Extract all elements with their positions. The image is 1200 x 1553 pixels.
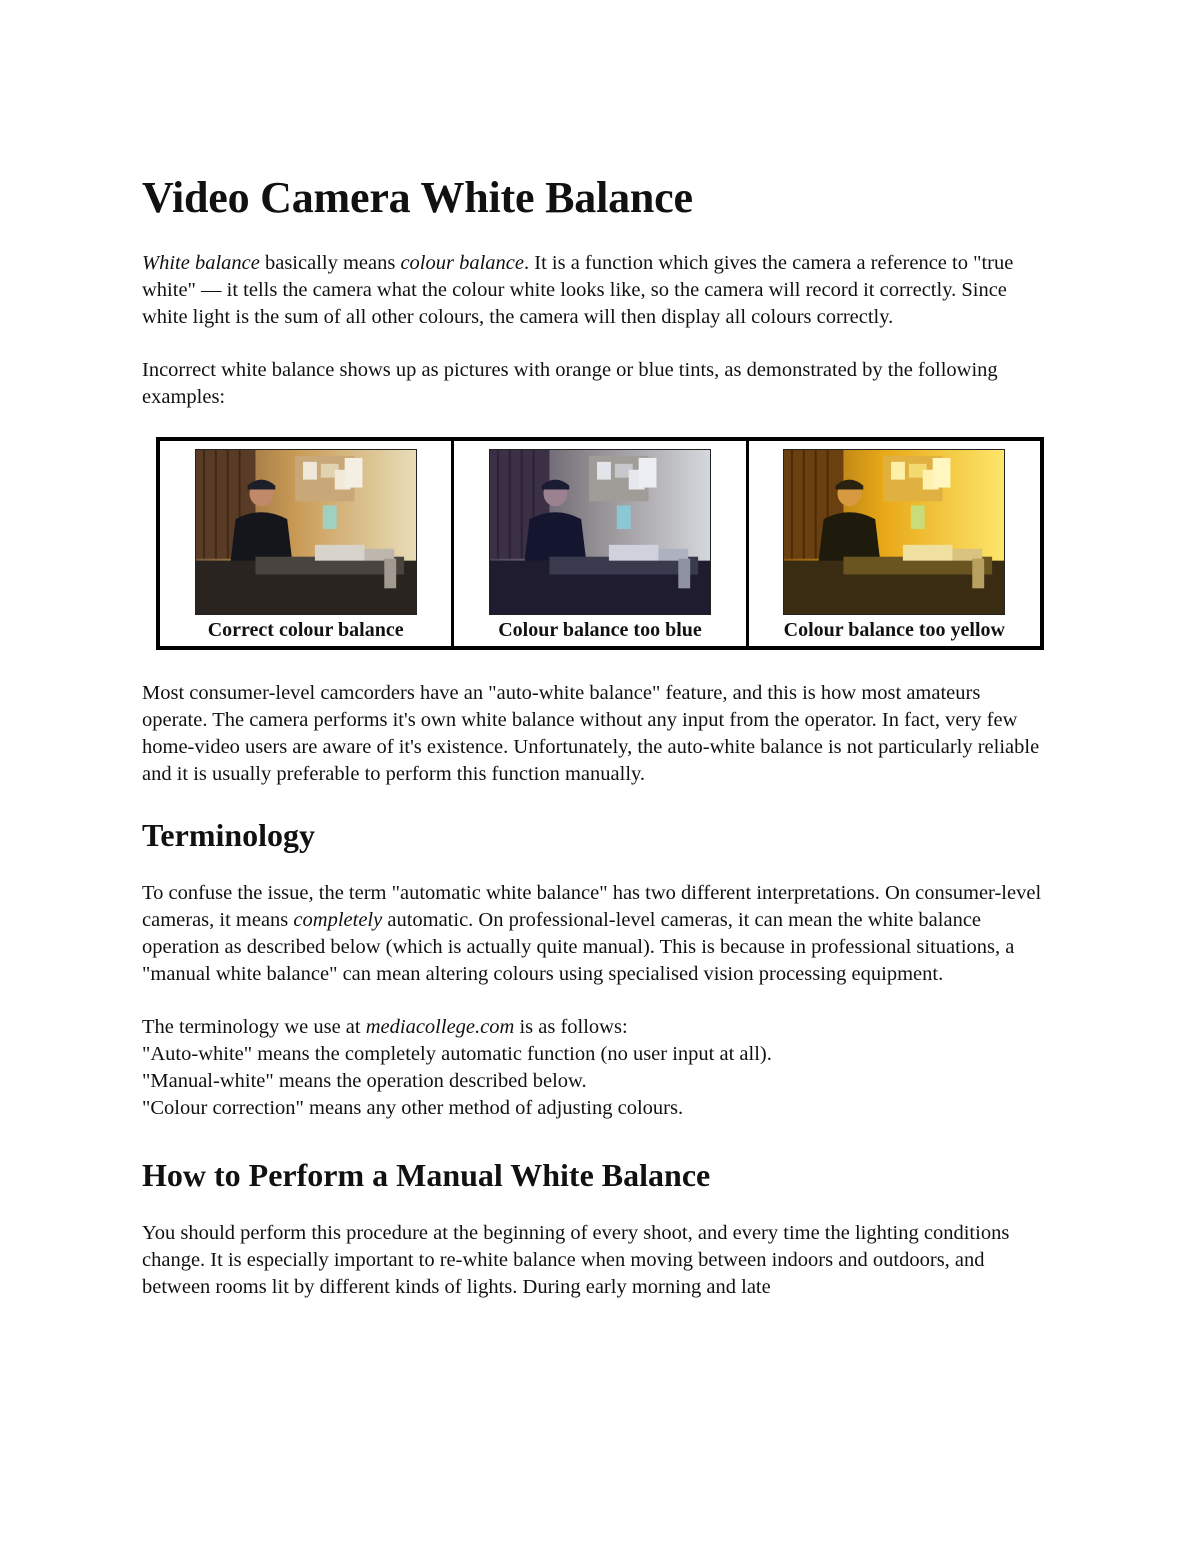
intro-paragraph: White balance basically means colour balance. It is a function which gives the camera a reference to "true white" — it tells the camera what the colour white looks like, so the camera will record it correctly. Since white light is the sum of all other colours, the camera will then display all colours correctly. [142,252,1014,328]
photo-correct-balance [195,449,417,615]
example-too-yellow [749,441,1040,646]
heading-manual-white-balance: How to Perform a Manual White Balance [142,1157,711,1193]
terminology-definitions: The terminology we use at mediacollege.com is as follows: "Auto-white" means the completely automatic function (no user input at all). "Manual-white" means the operation described below. "Colour correction" means any other method of adjusting colours. [142,1014,1042,1122]
example-correct [160,441,454,646]
term-white-balance: White balance [142,252,260,274]
manual-paragraph: You should perform this procedure at the beginning of every shoot, and every time the lighting conditions change. It is especially important to re-white balance when moving between indoors and outdoors, and between rooms lit by different kinds of lights. During early morning and late [142,1222,1010,1298]
site-name: mediacollege.com [365,1016,515,1038]
caption-correct: Correct colour balance [207,619,404,641]
photo-too-yellow [783,449,1005,615]
terminology-paragraph: To confuse the issue, the term "automatic white balance" has two different interpretations. On consumer-level cameras, it means completely automatic. On professional-level cameras, it can mean the white balance operation as described below (which is actually quite manual). This is because in professional situations, a "manual white balance" can mean altering colours using specialised vision processing equipment. [142,882,1042,985]
auto-white-balance-paragraph: Most consumer-level camcorders have an "auto-white balance" feature, and this is how most amateurs operate. The camera performs it's own white balance without any input from the operator. In fact, very few home-video users are aware of it's existence. Unfortunately, the auto-white balance is not particularly reliable and it is usually preferable to perform this function manually. [142,682,1040,785]
white-balance-examples-table [156,437,1044,650]
caption-too-yellow: Colour balance too yellow [783,619,1005,641]
definition-colour-correction: "Colour correction" means any other method of adjusting colours. [142,1097,684,1119]
heading-terminology: Terminology [142,817,316,853]
caption-too-blue: Colour balance too blue [498,619,702,641]
photo-too-blue [489,449,711,615]
term-colour-balance: colour balance [400,252,524,274]
document-page [142,170,1042,1327]
example-too-blue [454,441,748,646]
page-title: Video Camera White Balance [142,173,693,222]
incorrect-balance-paragraph: Incorrect white balance shows up as pictures with orange or blue tints, as demonstrated by the following examples: [142,359,998,408]
definition-auto-white: "Auto-white" means the completely automatic function (no user input at all). [142,1043,772,1065]
definition-manual-white: "Manual-white" means the operation described below. [142,1070,587,1092]
